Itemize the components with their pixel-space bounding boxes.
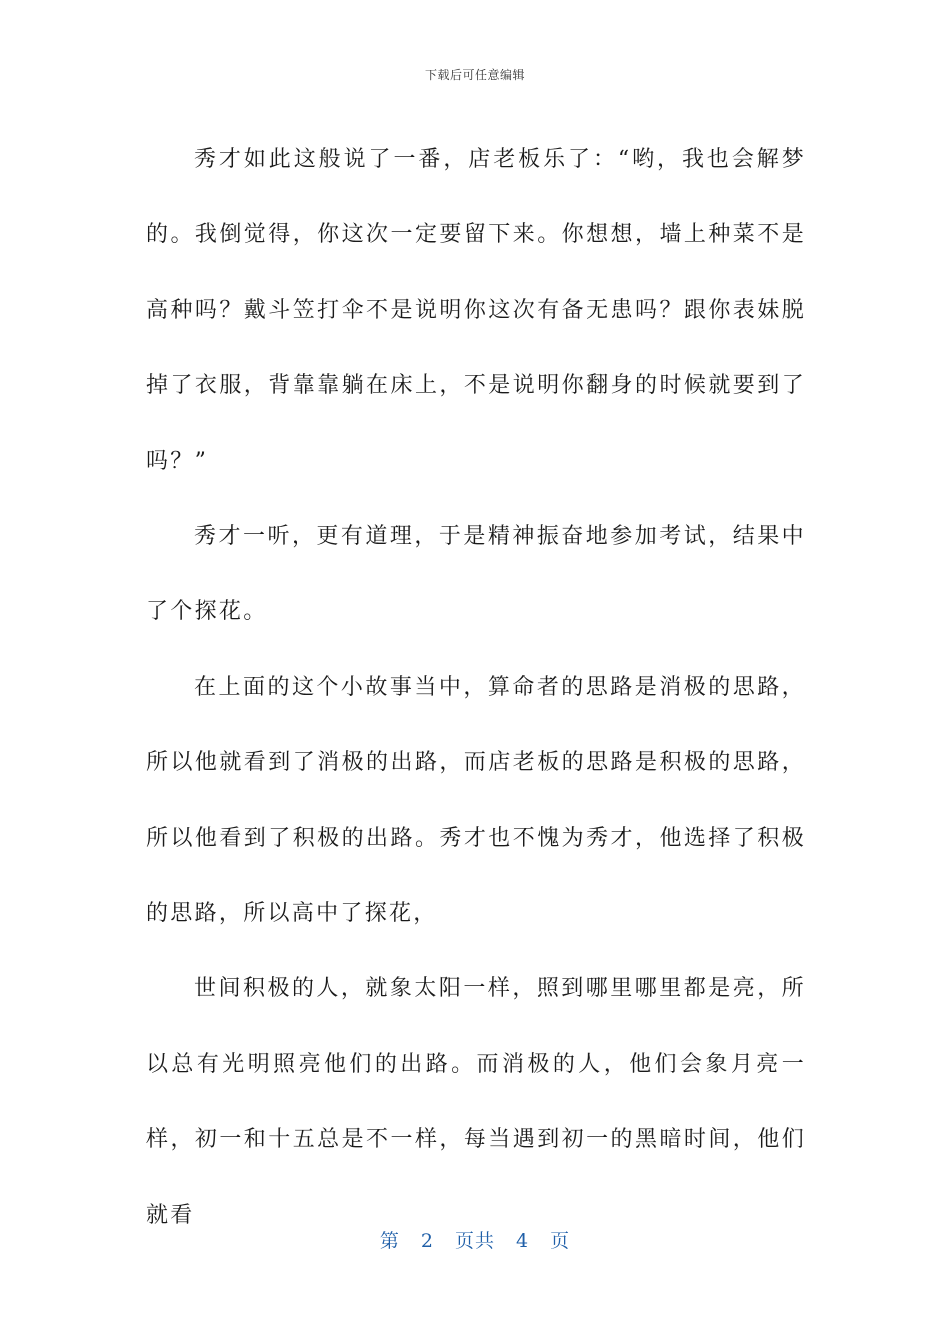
page-number-footer: 第 2 页共 4 页 xyxy=(379,1230,571,1252)
page-header-note: 下载后可任意编辑 xyxy=(424,68,525,82)
paragraph-4: 世间积极的人，就象太阳一样，照到哪里哪里都是亮，所以总有光明照亮他们的出路。而消极的人，他们会象月亮一样，初一和十五总是不一样，每当遇到初一的黑暗时间，他们就看 xyxy=(146,976,806,1228)
document-body xyxy=(146,122,806,1253)
paragraph-1: 秀才如此这般说了一番，店老板乐了：“哟，我也会解梦的。我倒觉得，你这次一定要留下来。你想想，墙上种菜不是高种吗？戴斗笠打伞不是说明你这次有备无患吗？跟你表妹脱掉了衣服，背靠靠躺在床上，不是说明你翻身的时候就要到了吗？” xyxy=(146,147,806,474)
paragraph-3: 在上面的这个小故事当中，算命者的思路是消极的思路，所以他就看到了消极的出路，而店老板的思路是积极的思路，所以他看到了积极的出路。秀才也不愧为秀才，他选择了积极的思路，所以高中了探花， xyxy=(146,674,806,927)
paragraph-2: 秀才一听，更有道理，于是精神振奋地参加考试，结果中了个探花。 xyxy=(146,524,806,625)
